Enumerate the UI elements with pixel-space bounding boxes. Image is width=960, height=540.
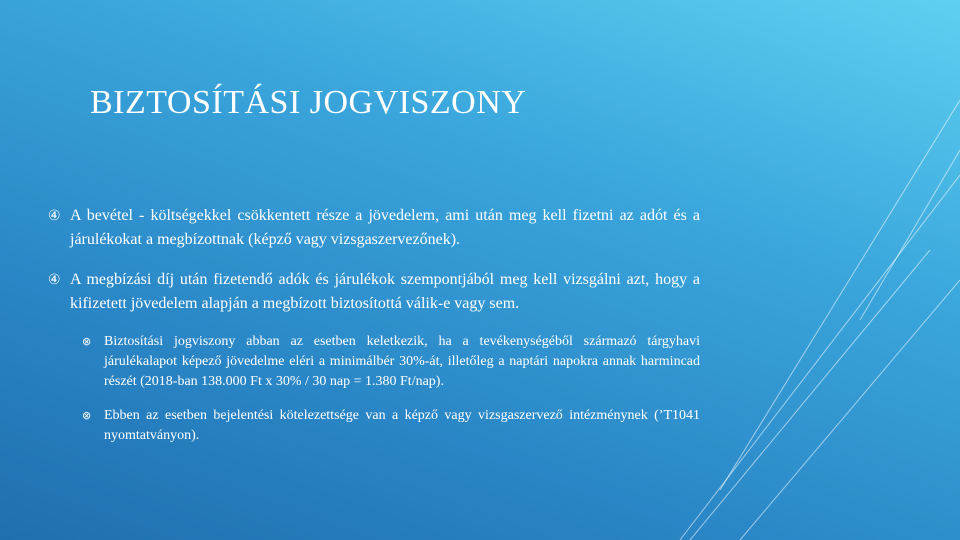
subbullet-text: Ebben az esetben bejelentési kötelezettsége van a képző vagy vizsgaszervező intézménynek (’T1041 nyomtatványon). [104, 408, 700, 443]
subbullet-text: Biztosítási jogviszony abban az esetben keletkezik, ha a tevékenységéből származó tárgyhavi járulékalapot képező jövedelme eléri a minimálbér 30%-át, illetőleg a naptári napokra annak harmincad részét (2018-ban 138.000 Ft x 30% / 30 nap = 1.380 Ft/nap). [104, 334, 700, 389]
circled-digit-four-icon: ④ [48, 272, 61, 288]
slide-content [48, 204, 700, 460]
circled-cross-icon: ⊗ [82, 409, 92, 422]
slide-title: BIZTOSÍTÁSI JOGVISZONY [90, 84, 527, 121]
bullet-text: A bevétel - költségekkel csökkentett része a jövedelem, ami után meg kell fizetni az adót és a járulékokat a megbízottnak (képző vagy vizsgaszervezőnek). [70, 207, 700, 248]
subbullet-item [82, 332, 700, 392]
circled-digit-four-icon: ④ [48, 208, 61, 224]
bullet-text: A megbízási díj után fizetendő adók és járulékok szempontjából meg kell vizsgálni azt, hogy a kifizetett jövedelem alapján a megbízott biztosítottá válik-e vagy sem. [70, 271, 700, 312]
bullet-item [48, 204, 700, 252]
circled-cross-icon: ⊗ [82, 335, 92, 348]
bullet-item [48, 268, 700, 316]
subbullet-item [82, 406, 700, 446]
